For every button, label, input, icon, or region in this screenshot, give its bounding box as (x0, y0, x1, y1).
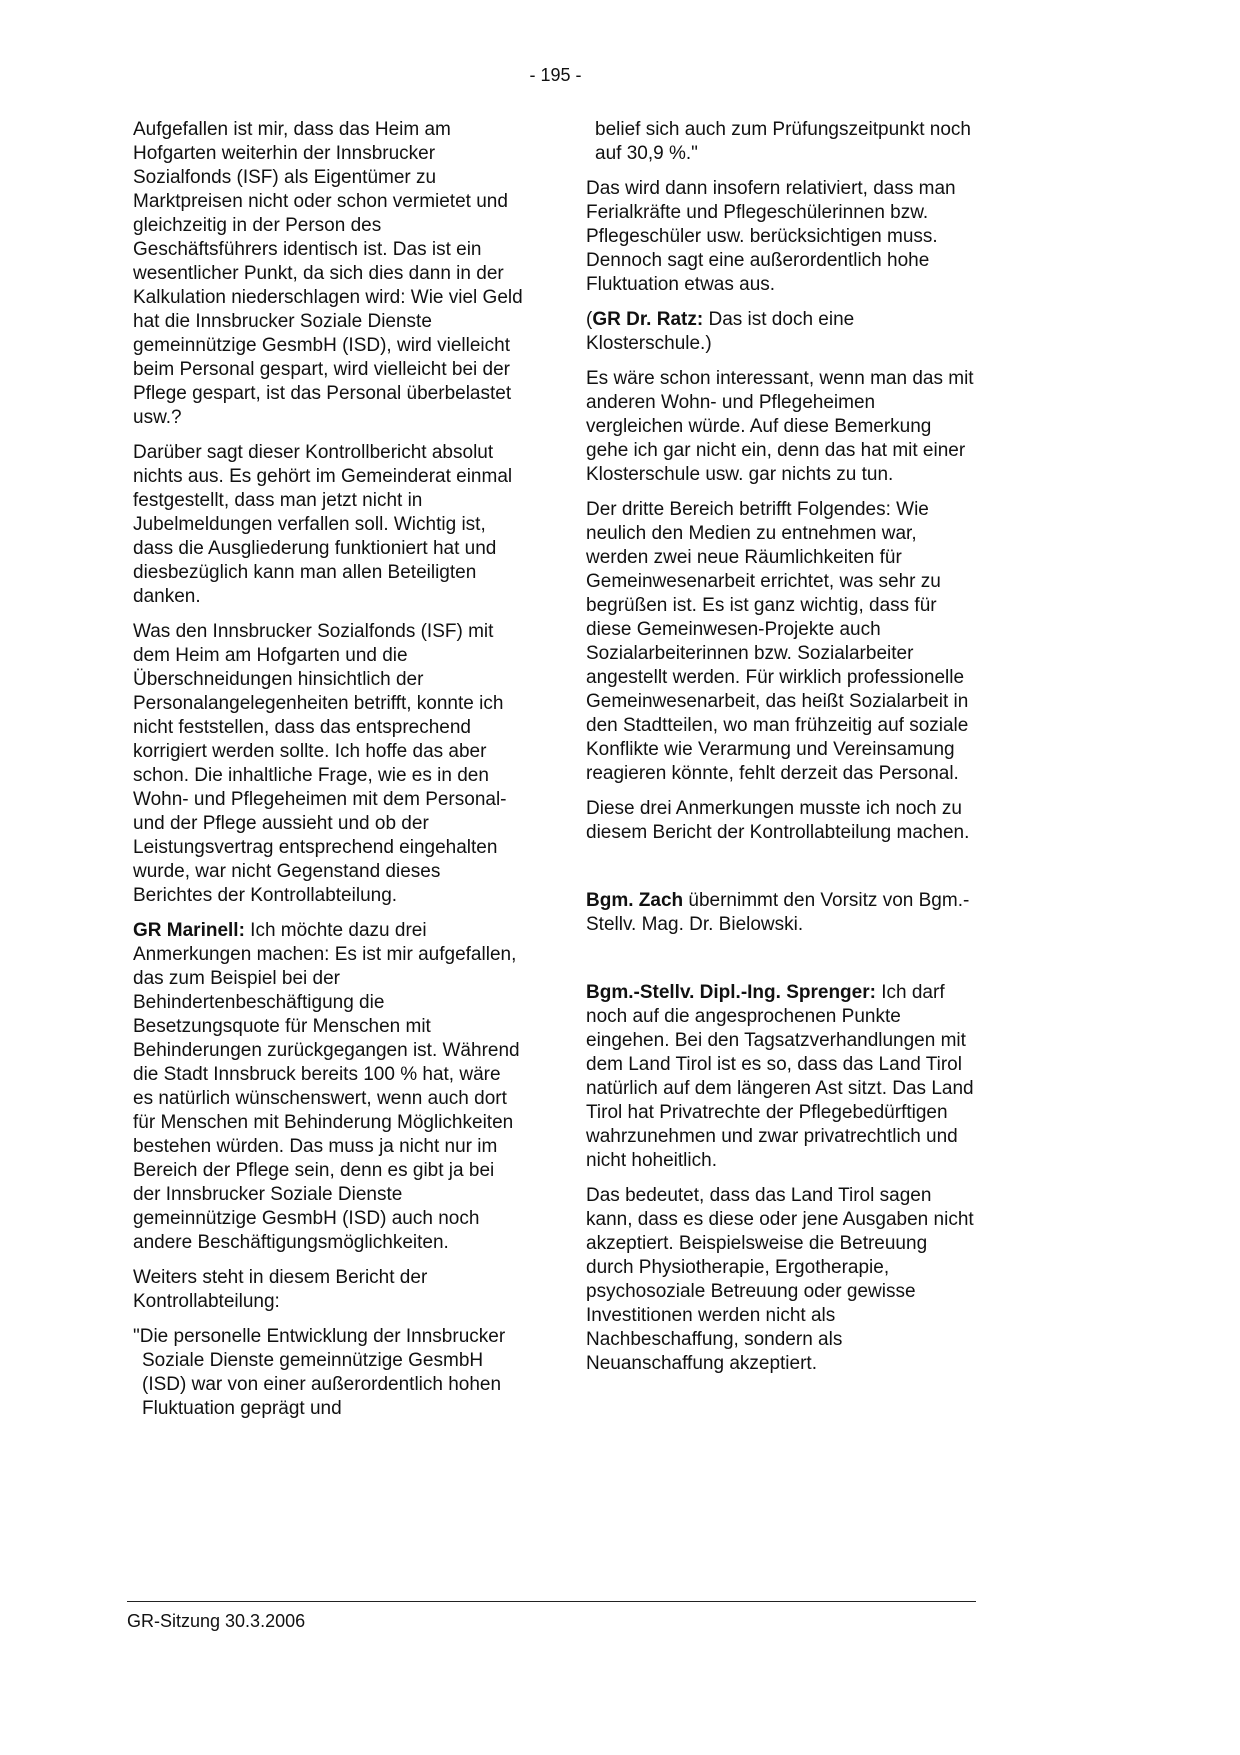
paragraph-chair-note (586, 889, 977, 937)
paragraph (133, 919, 524, 1255)
paragraph: Es wäre schon interessant, wenn man das mit anderen Wohn- und Pflegeheimen vergleichen würde. Auf diese Bemerkung gehe ich gar nicht ein, denn das hat mit einer Klosterschule usw. gar nichts zu tun. (586, 368, 974, 485)
speech-text: übernimmt den Vorsitz von Bgm.-Stellv. Mag. Dr. Bielowski. (586, 890, 970, 935)
speaker-name: Bgm. Zach (586, 890, 684, 911)
speech-text: Das ist doch eine Klosterschule.) (586, 309, 855, 354)
page-footer (127, 1601, 976, 1632)
speaker-name: Bgm.-Stellv. Dipl.-Ing. Sprenger: (586, 982, 876, 1003)
paragraph-quote: "Die personelle Entwicklung der Innsbrucker Soziale Dienste gemeinnützige GesmbH (ISD) war von einer außerordentlich hohen Fluktuation geprägt und (133, 1326, 506, 1419)
paragraph: Diese drei Anmerkungen musste ich noch zu diesem Bericht der Kontrollabteilung machen. (586, 798, 970, 843)
document-body (133, 118, 978, 1432)
paragraph-quote-continuation: belief sich auch zum Prüfungszeitpunkt noch auf 30,9 %." (595, 119, 971, 164)
paragraph: Aufgefallen ist mir, dass das Heim am Hofgarten weiterhin der Innsbrucker Sozialfonds (ISF) als Eigentümer zu Marktpreisen nicht oder schon vermietet und gleichzeitig in der Person des Geschäftsführers identisch ist. Das ist ein wesentlicher Punkt, da sich dies dann in der Kalkulation niederschlagen wird: Wie viel Geld hat die Innsbrucker Soziale Dienste gemeinnützige GesmbH (ISD), wird vielleicht beim Personal gespart, wird vielleicht bei der Pflege gespart, ist das Personal überbelastet usw.? (133, 119, 523, 428)
right-column (586, 118, 977, 1432)
paragraph: Das wird dann insofern relativiert, dass man Ferialkräfte und Pflegeschülerinnen bzw. Pflegeschüler usw. berücksichtigen muss. Dennoch sagt eine außerordentlich hohe Fluktuation etwas aus. (586, 178, 956, 295)
interjection-prefix: ( (586, 309, 593, 330)
speaker-name: GR Dr. Ratz: (592, 309, 704, 330)
paragraph: Was den Innsbrucker Sozialfonds (ISF) mit dem Heim am Hofgarten und die Überschneidungen hinsichtlich der Personalangelegenheiten betrifft, konnte ich nicht feststellen, dass das entsprechend korrigiert werden sollte. Ich hoffe das aber schon. Die inhaltliche Frage, wie es in den Wohn- und Pflegeheimen mit dem Personal- und der Pflege aussieht und ob der Leistungsvertrag entsprechend eingehalten wurde, war nicht Gegenstand dieses Berichtes der Kontrollabteilung. (133, 621, 507, 906)
paragraph: Weiters steht in diesem Bericht der Kontrollabteilung: (133, 1267, 428, 1312)
paragraph: Darüber sagt dieser Kontrollbericht absolut nichts aus. Es gehört im Gemeinderat einmal festgestellt, dass man jetzt nicht in Jubelmeldungen verfallen soll. Wichtig ist, dass die Ausgliederung funktioniert hat und diesbezüglich kann man allen Beteiligten danken. (133, 442, 513, 607)
footer-text: GR-Sitzung 30.3.2006 (127, 1611, 306, 1631)
paragraph: Das bedeutet, dass das Land Tirol sagen kann, dass es diese oder jene Ausgaben nicht akzeptiert. Beispielsweise die Betreuung durch Physiotherapie, Ergotherapie, psychosoziale Betreuung oder gewisse Investitionen werden nicht als Nachbeschaffung, sondern als Neuanschaffung akzeptiert. (586, 1185, 974, 1374)
speaker-name: GR Marinell: (133, 920, 245, 941)
page-number: - 195 - (529, 65, 582, 85)
speech-text: Ich möchte dazu drei Anmerkungen machen: Es ist mir aufgefallen, das zum Beispiel bei der Behindertenbeschäftigung die Besetzungsquote für Menschen mit Behinderungen zurückgegangen ist. Während die Stadt Innsbruck bereits 100 % hat, wäre es natürlich wünschenswert, wenn auch dort für Menschen mit Behinderung Möglichkeiten bestehen würden. Das muss ja nicht nur im Bereich der Pflege sein, denn es gibt ja bei der Innsbrucker Soziale Dienste gemeinnützige GesmbH (ISD) auch noch andere Beschäftigungsmöglichkeiten. (133, 920, 520, 1253)
speech-text: Ich darf noch auf die angesprochenen Punkte eingehen. Bei den Tagsatzverhandlungen mit dem Land Tirol ist es so, dass das Land Tirol natürlich auf dem längeren Ast sitzt. Das Land Tirol hat Privatrechte der Pflegebedürftigen wahrzunehmen und zwar privatrechtlich und nicht hoheitlich. (586, 982, 974, 1171)
paragraph-interjection (586, 308, 977, 356)
left-column (133, 118, 524, 1432)
paragraph (586, 981, 977, 1173)
paragraph: Der dritte Bereich betrifft Folgendes: Wie neulich den Medien zu entnehmen war, werden zwei neue Räumlichkeiten für Gemeinwesenarbeit errichtet, was sehr zu begrüßen ist. Es ist ganz wichtig, dass für diese Gemeinwesen-Projekte auch Sozialarbeiterinnen bzw. Sozialarbeiter angestellt werden. Für wirklich professionelle Gemeinwesenarbeit, das heißt Sozialarbeit in den Stadtteilen, wo man frühzeitig auf soziale Konflikte wie Verarmung und Vereinsamung reagieren könnte, fehlt derzeit das Personal. (586, 499, 969, 784)
